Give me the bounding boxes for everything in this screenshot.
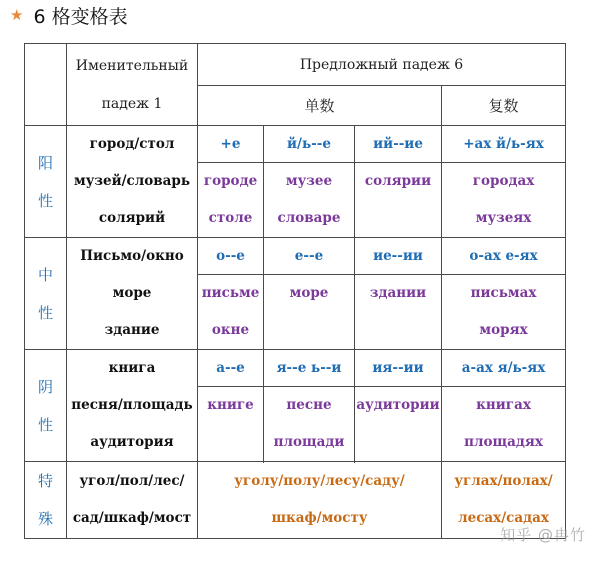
ending-cell: й/ь--е xyxy=(264,126,355,163)
nominative-words-special: угол/пол/лес/ сад/шкаф/мост xyxy=(67,462,198,539)
form-cell: книгах площадях xyxy=(442,387,566,462)
ending-cell: о--е xyxy=(198,238,264,275)
nominative-header: Именительный падеж 1 xyxy=(67,44,198,126)
plural-header: 复数 xyxy=(442,86,566,126)
ending-cell: ия--ии xyxy=(355,350,442,387)
prepositional-header: Предложный падеж 6 xyxy=(198,44,566,86)
gender-label-neuter: 中 性 xyxy=(25,238,67,350)
gender-label-masculine: 阳 性 xyxy=(25,126,67,238)
declension-table xyxy=(24,43,566,539)
star-icon: ★ xyxy=(10,6,24,24)
ending-cell: +ах й/ь-ях xyxy=(442,126,566,163)
ending-cell: ие--ии xyxy=(355,238,442,275)
form-cell: песне площади xyxy=(264,387,355,462)
form-cell: музее словаре xyxy=(264,163,355,238)
page-heading xyxy=(10,2,128,28)
ending-cell: е--е xyxy=(264,238,355,275)
singular-header: 单数 xyxy=(198,86,442,126)
nominative-words-masculine: город/стол музей/словарь солярий xyxy=(67,126,198,238)
ending-cell: ий--ие xyxy=(355,126,442,163)
gender-label-feminine: 阴 性 xyxy=(25,350,67,462)
form-cell: городах музеях xyxy=(442,163,566,238)
special-singular-forms: уголу/полу/лесу/саду/ шкаф/мосту xyxy=(198,462,442,539)
form-cell: здании xyxy=(355,275,442,350)
ending-cell: а--е xyxy=(198,350,264,387)
form-cell: аудитории xyxy=(355,387,442,462)
heading-title: 6 格变格表 xyxy=(33,5,128,28)
form-cell: письмах морях xyxy=(442,275,566,350)
nominative-words-neuter: Письмо/окно море здание xyxy=(67,238,198,350)
special-plural-forms: углах/полах/ лесах/садах xyxy=(442,462,566,539)
form-cell: море xyxy=(264,275,355,350)
corner-cell xyxy=(25,44,67,126)
ending-cell: я--е ь--и xyxy=(264,350,355,387)
form-cell: солярии xyxy=(355,163,442,238)
nominative-words-feminine: книга песня/площадь аудитория xyxy=(67,350,198,462)
ending-cell: +е xyxy=(198,126,264,163)
form-cell: письме окне xyxy=(198,275,264,350)
ending-cell: о-ах е-ях xyxy=(442,238,566,275)
watermark: 知乎 @冉竹 xyxy=(500,526,586,544)
gender-label-special: 特 殊 xyxy=(25,462,67,539)
form-cell: городе столе xyxy=(198,163,264,238)
ending-cell: а-ах я/ь-ях xyxy=(442,350,566,387)
form-cell: книге xyxy=(198,387,264,462)
